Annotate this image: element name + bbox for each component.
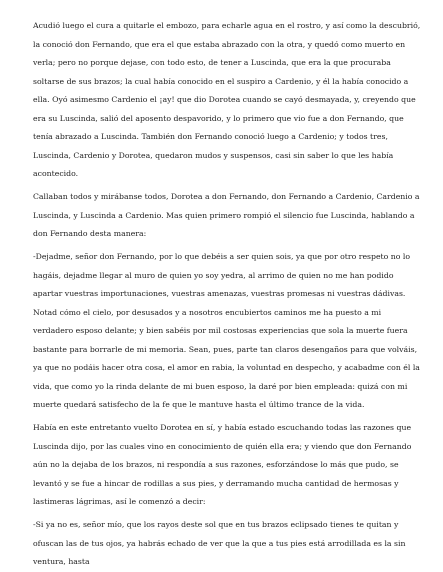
paragraph-5: -Si ya no es, señor mío, que los rayos deste sol que en tus brazos eclipsado tienes te quitan y ofuscan las de tus ojos, ya habrás echado de ver que la que a tus pies está arrodillada es la sin ventura, hasta <box>33 520 406 566</box>
paragraph-1: Acudió luego el cura a quitarle el embozo, para echarle agua en el rostro, y así como la descubrió, la conoció don Fernando, que era el que estaba abrazado con la otra, y quedó como muerto en verla; pero no porque dejase, con todo esto, de tener a Luscinda, que era la que procuraba soltarse de sus brazos; la cual había conocido en el suspiro a Cardenio, y él la había conocido a ella. Oyó asimesmo Cardenio el ¡ay! que dio Dorotea cuando se cayó desmayada, y, creyendo que era su Luscinda, salió del aposento despavorido, y lo primero que vio fue a don Fernando, que tenía abrazado a Luscinda. También don Fernando conoció luego a Cardenio; y todos tres, Luscinda, Cardenio y Dorotea, quedaron mudos y suspensos, casi sin saber lo que les había acontecido. <box>33 21 421 178</box>
paragraph-2: Callaban todos y mirábanse todos, Dorotea a don Fernando, don Fernando a Cardenio, Cardenio a Luscinda, y Luscinda a Cardenio. Mas quien primero rompió el silencio fue Luscinda, hablando a don Fernando desta manera: <box>33 192 420 238</box>
paragraph-3: -Dejadme, señor don Fernando, por lo que debéis a ser quien sois, ya que por otro respeto no lo hagáis, dejadme llegar al muro de quien yo soy yedra, al arrimo de quien no me han podido apartar vuestras importunaciones, vuestras amenazas, vuestras promesas ni vuestras dádivas. Notad cómo el cielo, por desusados y a nosotros encubiertos caminos me ha puesto a mi verdadero esposo delante; y bien sabéis por mil costosas experiencias que sola la muerte fuera bastante para borrarle de mi memoria. Sean, pues, parte tan claros desengaños para que volváis, ya que no podáis hacer otra cosa, el amor en rabia, la voluntad en despecho, y acabadme con él la vida, que como yo la rinda delante de mi buen esposo, la daré por bien empleada: quizá con mi muerte quedará satisfecho de la fe que le mantuve hasta el último trance de la vida. <box>33 252 420 409</box>
paragraph-4: Había en este entretanto vuelto Dorotea en sí, y había estado escuchando todas las razones que Luscinda dijo, por las cuales vino en conocimiento de quién ella era; y viendo que don Fernando aún no la dejaba de los brazos, ni respondía a sus razones, esforzándose lo más que pudo, se levantó y se fue a hincar de rodillas a sus pies, y derramando mucha cantidad de hermosas y lastimeras lágrimas, así le comenzó a decir: <box>33 423 412 506</box>
